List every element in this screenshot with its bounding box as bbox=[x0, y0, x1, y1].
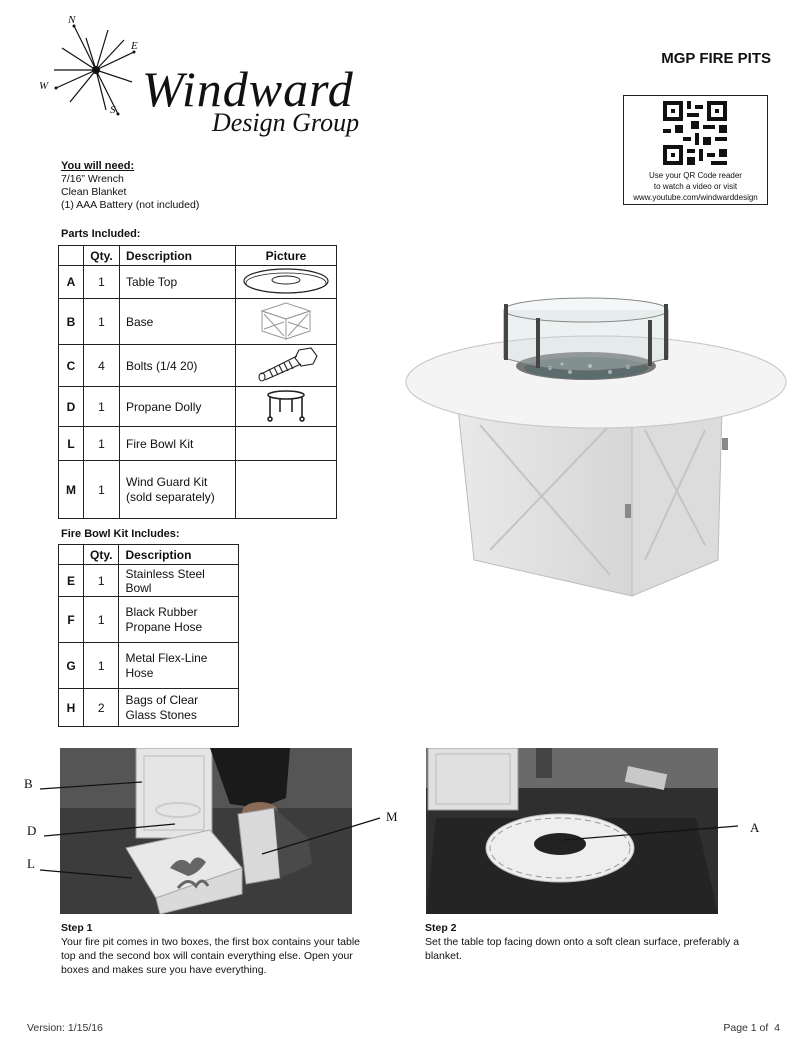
fire-pit-product-image bbox=[400, 290, 792, 610]
fire-bowl-kit-table bbox=[58, 544, 239, 727]
table-row: G 1 Metal Flex-Line Hose bbox=[59, 643, 239, 689]
compass-star-icon bbox=[36, 18, 156, 128]
page-title: MGP FIRE PITS bbox=[661, 50, 771, 67]
table-row: L 1 Fire Bowl Kit bbox=[59, 427, 337, 461]
table-row: M 1 Wind Guard Kit (sold separately) bbox=[59, 461, 337, 519]
table-top-icon bbox=[242, 267, 330, 295]
table-row: B 1 Base bbox=[59, 299, 337, 345]
col-header-qty: Qty. bbox=[84, 246, 120, 266]
version-label: Version: 1/15/16 bbox=[27, 1022, 103, 1034]
step1-callout-lines bbox=[0, 740, 420, 890]
callout-b: B bbox=[24, 776, 33, 791]
step2-callout-line bbox=[560, 810, 760, 850]
table-row: A 1 Table Top bbox=[59, 266, 337, 299]
page-number: Page 1 of 4 bbox=[723, 1022, 780, 1034]
callout-m: M bbox=[386, 809, 398, 824]
step2-title: Step 2 bbox=[425, 922, 457, 934]
table-row: D 1 Propane Dolly bbox=[59, 387, 337, 427]
fire-bowl-kit-title: Fire Bowl Kit Includes: bbox=[61, 528, 180, 540]
brand-name: Windward bbox=[142, 61, 354, 117]
table-row: C 4 Bolts (1/4 20) bbox=[59, 345, 337, 387]
compass-n: N bbox=[68, 14, 76, 26]
table-row: F 1 Black Rubber Propane Hose bbox=[59, 597, 239, 643]
step1-body: Your fire pit comes in two boxes, the first box contains your table top and the second box will contain everything else. Open your boxes and makes sure you have everything. bbox=[61, 936, 361, 976]
qr-caption: Use your QR Code reader to watch a video or visit www.youtube.com/windwarddesign bbox=[633, 171, 758, 202]
qr-code-icon bbox=[663, 101, 727, 165]
col-header-description: Description bbox=[120, 246, 236, 266]
need-item: 7/16” Wrench bbox=[61, 173, 124, 185]
callout-l: L bbox=[27, 856, 35, 871]
col-header-description: Description bbox=[119, 545, 239, 565]
base-icon bbox=[254, 299, 318, 341]
bolt-icon bbox=[253, 346, 319, 382]
callout-d: D bbox=[27, 823, 37, 838]
callout-a: A bbox=[750, 820, 760, 835]
compass-w: W bbox=[39, 80, 49, 92]
brand-subtitle: Design Group bbox=[212, 108, 360, 137]
parts-table bbox=[58, 245, 337, 519]
compass-e: E bbox=[131, 40, 138, 52]
propane-dolly-icon bbox=[264, 388, 308, 422]
col-header-picture: Picture bbox=[236, 246, 337, 266]
you-will-need-title: You will need: bbox=[61, 160, 135, 172]
step1-title: Step 1 bbox=[61, 922, 93, 934]
need-item: Clean Blanket bbox=[61, 186, 127, 198]
table-row: E 1 Stainless Steel Bowl bbox=[59, 565, 239, 597]
need-item: (1) AAA Battery (not included) bbox=[61, 199, 200, 211]
parts-included-title: Parts Included: bbox=[61, 228, 141, 240]
table-row: H 2 Bags of Clear Glass Stones bbox=[59, 689, 239, 727]
compass-s: S bbox=[110, 104, 116, 116]
step2-body: Set the table top facing down onto a soft clean surface, preferably a blanket. bbox=[425, 936, 740, 962]
col-header-qty: Qty. bbox=[84, 545, 119, 565]
